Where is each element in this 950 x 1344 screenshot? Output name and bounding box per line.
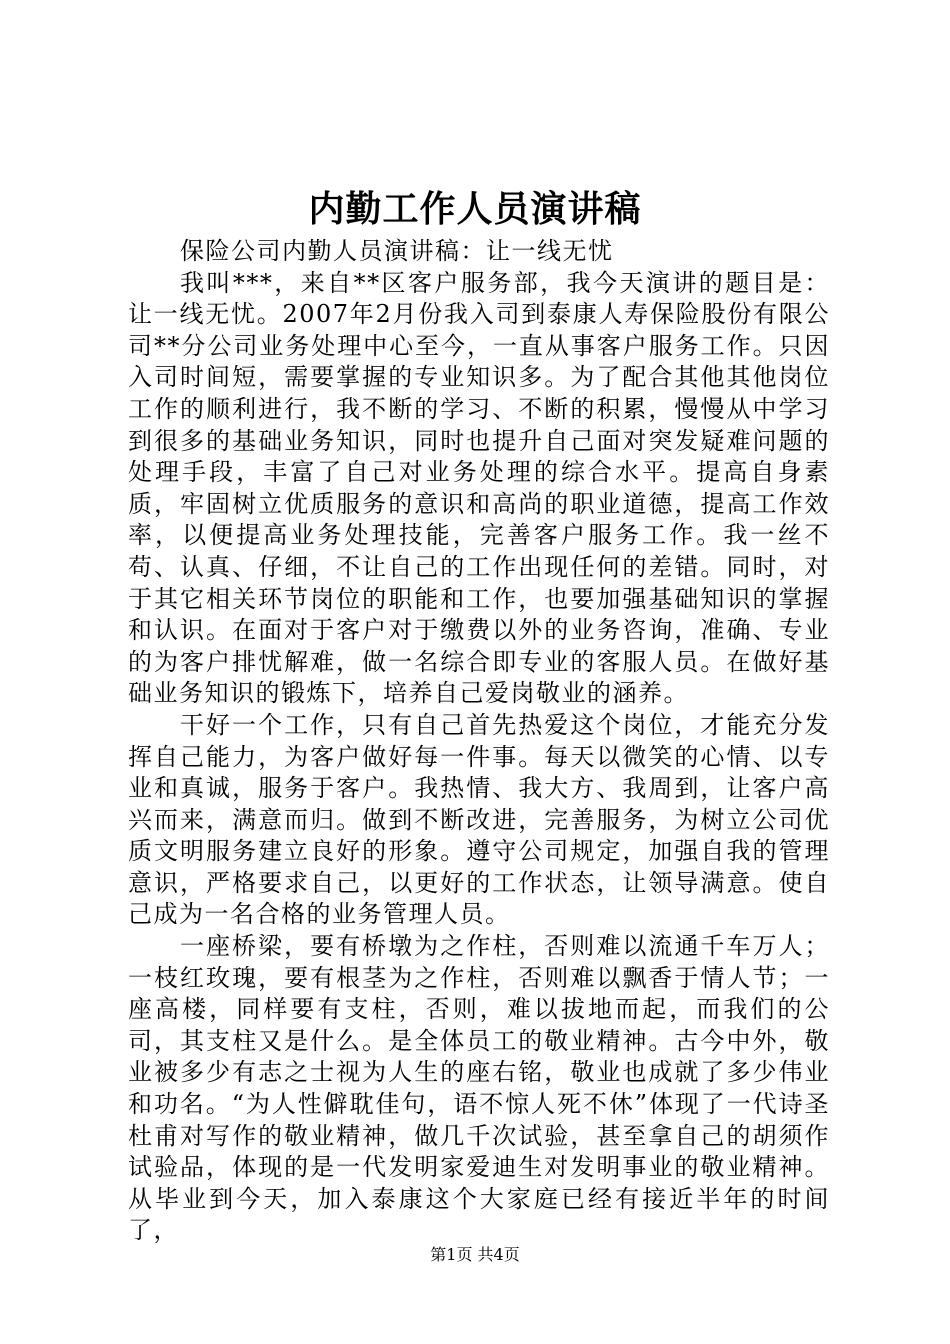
document-title: 内勤工作人员演讲稿 — [308, 188, 642, 230]
paragraph-dedication: 一座桥梁，要有桥墩为之作柱，否则难以流通千车万人；一枝红玫瑰，要有根茎为之作柱，否则难以飘香于情人节；一座高楼，同样要有支柱，否则，难以拔地而起，而我们的公司，其支柱又是什么。是全体员工的敬业精神。古今中外，敬业被多少有志之士视为人生的座右铭，敬业也成就了多少伟业和功名。“为人性僻耽佳句，语不惊人死不休”体现了一代诗圣杜甫对写作的敬业精神，做几千次试验，甚至拿自己的胡须作试验品，体现的是一代发明家爱迪生对发明事业的敬业精神。从毕业到今天，加入泰康这个大家庭已经有接近半年的时间了， — [128, 932, 830, 1245]
paragraph-subtitle: 保险公司内勤人员演讲稿：让一线无忧 — [180, 237, 614, 265]
paragraph-introduction: 我叫***，来自**区客户服务部，我今天演讲的题目是：让一线无忧。2007年2月份我入司到泰康人寿保险股份有限公司**分公司业务处理中心至今，一直从事客户服务工作。只因入司时间短，需要掌握的专业知识多。为了配合其他其他岗位工作的顺利进行，我不断的学习、不断的积累，慢慢从中学习到很多的基础业务知识，同时也提升自己面对突发疑难问题的处理手段，丰富了自己对业务处理的综合水平。提高自身素质，牢固树立优质服务的意识和高尚的职业道德，提高工作效率，以便提高业务处理技能，完善客户服务工作。我一丝不苟、认真、仔细，不让自己的工作出现任何的差错。同时，对于其它相关环节岗位的职能和工作，也要加强基础知识的掌握和认识。在面对于客户对于缴费以外的业务咨询，准确、专业的为客户排忧解难，做一名综合即专业的客服人员。在做好基础业务知识的锻炼下，培养自己爱岗敬业的涵养。 — [128, 268, 830, 708]
document-body — [128, 236, 830, 1247]
paragraph-love-of-job: 干好一个工作，只有自己首先热爱这个岗位，才能充分发挥自己能力，为客户做好每一件事。每天以微笑的心情、以专业和真诚，服务于客户。我热情、我大方、我周到，让客户高兴而来，满意而归。做到不断改进，完善服务，为树立公司优质文明服务建立良好的形象。遵守公司规定，加强自我的管理意识，严格要求自己，以更好的工作状态，让领导满意。使自己成为一名合格的业务管理人员。 — [128, 710, 830, 929]
page-footer: 第1页 共4页 — [430, 1245, 520, 1264]
